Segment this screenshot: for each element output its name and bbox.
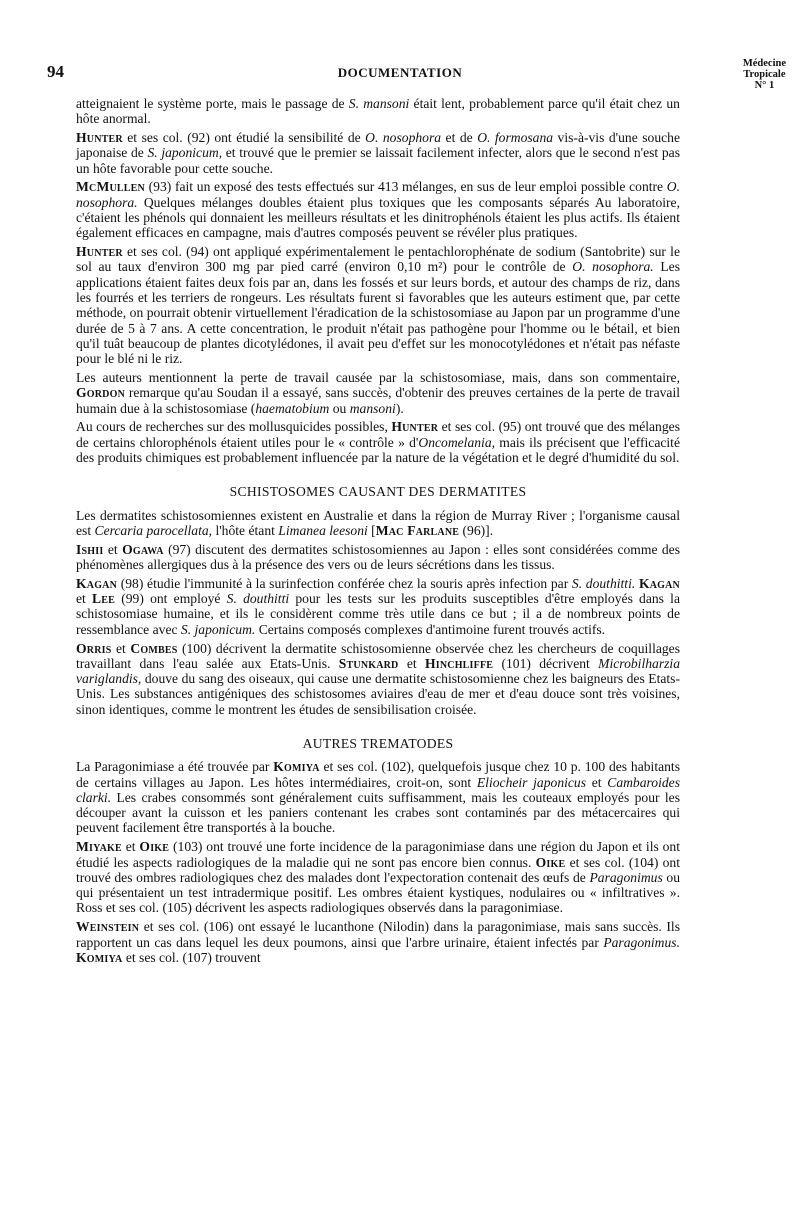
paragraph: Au cours de recherches sur des mollusquicides possibles, Hunter et ses col. (95) ont trouvé que des mélanges de certains chlorophénols étaient utiles pour le « contrôle » d'Oncomelania, mais ils précisent que l'efficacité des produits chimiques est probablement influencée par la nature de la végétation et le degré d'humidité du sol. <box>76 419 680 466</box>
paragraph: Miyake et Oike (103) ont trouvé une forte incidence de la paragonimiase dans une région du Japon et ils ont étudié les aspects radiologiques de la maladie qui ne sont pas encore bien connus. Oike et ses col. (104) ont trouvé des ombres radiologiques chez des malades dont l'expectoration contenait des œufs de Paragonimus ou qui présentaient un test intradermique positif. Les ombres étaient kystiques, nodulaires ou « infiltratives ». Ross et ses col. (105) décrivent les aspects radiologiques observés dans la paragonimiase. <box>76 839 680 916</box>
author-name: Kagan <box>638 575 680 591</box>
author-name: Lee <box>92 591 116 607</box>
paragraph: atteignaient le système porte, mais le passage de S. mansoni était lent, probablement parce qu'il était chez un hôte anormal. <box>76 96 680 127</box>
author-name: Hunter <box>391 419 439 435</box>
paragraph: Kagan (98) étudie l'immunité à la surinfection conférée chez la souris après infection par S. douthitti. Kagan et Lee (99) ont employé S. douthitti pour les tests sur les produits susceptibles d'être employés dans la schistosomiase humaine, et ils le considèrent comme très utile dans ce but ; il a de nombreux points de ressemblance avec S. japonicum. Certains composés complexes d'antimoine furent trouvés actifs. <box>76 575 680 637</box>
journal-name-line2: Tropicale <box>743 69 786 80</box>
body-text <box>76 96 680 969</box>
author-name: Komiya <box>273 759 320 775</box>
paragraph: Weinstein et ses col. (106) ont essayé le lucanthone (Nilodin) dans la paragonimiase, mais sans succès. Ils rapportent un cas dans lequel les deux poumons, ainsi que l'arbre urinaire, étaient infectés par Paragonimus. Komiya et ses col. (107) trouvent <box>76 919 680 965</box>
author-name: Weinstein <box>76 919 140 935</box>
paragraph: Hunter et ses col. (92) ont étudié la sensibilité de O. nosophora et de O. formosana vis-à-vis d'une souche japonaise de S. japonicum, et trouvé que le premier se laissait facilement infecter, alors que le second n'est pas un hôte favorable pour cette souche. <box>76 130 680 176</box>
running-title: DOCUMENTATION <box>337 65 463 80</box>
author-name: Mac Farlane <box>375 522 460 538</box>
author-name: Oike <box>139 839 170 855</box>
journal-name-line1: Médecine <box>742 58 786 69</box>
author-name: Ogawa <box>122 541 164 557</box>
author-name: Komiya <box>76 949 123 965</box>
paragraph: La Paragonimiase a été trouvée par Komiya et ses col. (102), quelquefois jusque chez 10 p. 100 des habitants de certains villages au Japon. Les hôtes intermédiaires, croit-on, sont Eliocheir japonicus et Cambaroides clarki. Les crabes consommés sont généralement cuits suffisamment, mais les couteaux employés pour les découper avant la cuisson et les paniers contenant les crabes sont contaminés par des métacercaires qui peuvent facilement être transportés à la bouche. <box>76 759 681 836</box>
paragraph: Ishii et Ogawa (97) discutent des dermatites schistosomiennes au Japon : elles sont considérées comme des phénomènes allergiques dus à la présence des vers ou de leurs sécrétions dans les tissus. <box>76 541 681 573</box>
author-name: Orris <box>76 640 112 656</box>
author-name: Gordon <box>76 385 125 401</box>
section-heading: AUTRES TREMATODES <box>302 735 454 751</box>
author-name: Hunter <box>76 244 123 260</box>
author-name: Combes <box>130 640 178 656</box>
paragraph: Les dermatites schistosomiennes existent en Australie et dans la région de Murray River ; l'organisme causal est Cercaria parocellata, l'hôte étant Limanea leesoni [Mac Farlane (96)]. <box>76 507 680 538</box>
author-name: Miyake <box>76 839 122 855</box>
author-name: McMullen <box>76 179 145 195</box>
paragraph: Orris et Combes (100) décrivent la dermatite schistosomienne observée chez les chercheurs de coquillages travaillant dans l'eau salée aux Etats-Unis. Stunkard et Hinchliffe (101) décrivent Microbilharzia variglandis, douve du sang des oiseaux, qui cause une dermatite schistosomienne chez les baigneurs des Etats-Unis. Les substances antigéniques des schistosomes aviaires d'eau de mer et d'eau douce sont très voisines, sinon identiques, comme le montrent les études de sensibilisation croisée. <box>76 640 681 717</box>
journal-issue: N° 1 <box>754 80 775 91</box>
page-number: 94 <box>47 62 64 81</box>
author-name: Oike <box>535 854 566 870</box>
author-name: Hinchliffe <box>424 655 494 671</box>
paragraph: Hunter et ses col. (94) ont appliqué expérimentalement le pentachlorophénate de sodium (Santobrite) sur le sol au taux d'environ 300 mg par pied carré (environ 0,10 m²) pour le contrôle de O. nosophora. Les applications étaient faites deux fois par an, dans les fossés et sur leurs bords, et autour des champs de riz, dans les fourrés et les terriers de rongeurs. Les résultats furent si favorables que les auteurs estiment que, par cette méthode, on pourrait obtenir virtuellement l'éradication de la schistosomiase au Japon par un programme d'une durée de 5 à 7 ans. A cette concentration, le produit n'était pas pathogène pour l'homme ou le bétail, et bien qu'il tuât beaucoup de plantes dicotylédones, il avait peu d'effet sur les monocotylédones et n'était pas néfaste pour le blé ni le riz. <box>76 244 680 367</box>
author-name: Hunter <box>76 130 123 146</box>
journal-label <box>743 58 786 91</box>
author-name: Kagan <box>76 575 118 591</box>
paragraph: Les auteurs mentionnent la perte de travail causée par la schistosomiase, mais, dans son commentaire, Gordon remarque qu'au Soudan il a essayé, sans succès, d'obtenir des preuves certaines de la perte de travail humain due à la schistosomiase (haematobium ou mansoni). <box>76 370 680 416</box>
section-heading: SCHISTOSOMES CAUSANT DES DERMATITES <box>229 484 527 500</box>
author-name: Stunkard <box>338 655 399 671</box>
author-name: Ishii <box>76 541 104 557</box>
paragraph: McMullen (93) fait un exposé des tests effectués sur 413 mélanges, en sus de leur emploi possible contre O. nosophora. Quelques mélanges doubles étaient plus toxiques que les composants séparés Au laboratoire, c'étaient les phénols qui donnaient les meilleurs résultats et les dinitrophénols étaient les plus actifs. Ils étaient également efficaces en campagne, mais d'autres composés peuvent se révéler plus pratiques. <box>76 179 680 241</box>
